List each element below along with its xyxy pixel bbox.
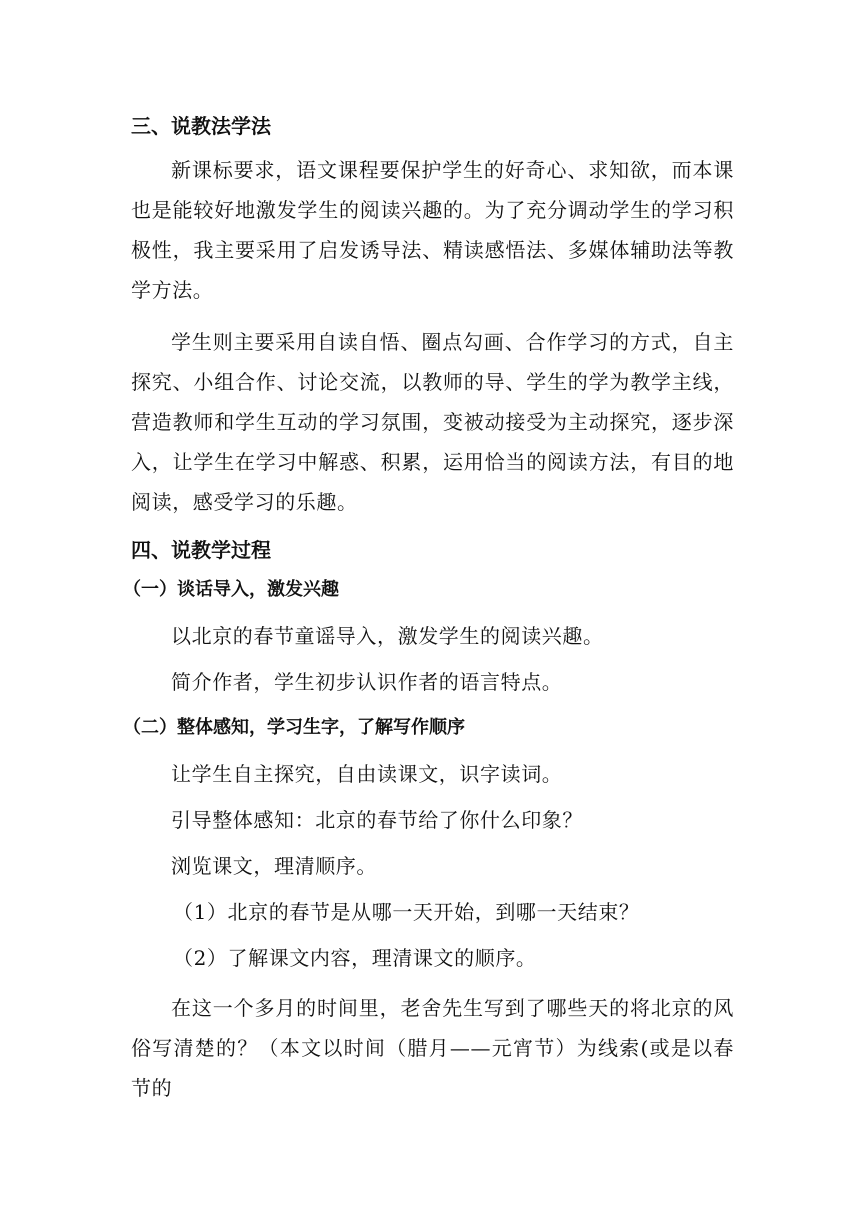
text-line: 引导整体感知：北京的春节给了你什么印象？ [171,808,583,832]
document-page [123,106,734,1108]
section-heading-teaching-process: 四、说教学过程 [131,538,271,562]
subsection-heading-introduction: （一）谈话导入，激发兴趣 [123,579,339,600]
paragraph-text-order: 在这一个多月的时间里，老舍先生写到了哪些天的将北京的风俗写清楚的？（本文以时间（腊月——元宵节）为线索(或是以春节的 [131,996,734,1100]
text-line: 浏览课文，理清顺序。 [171,854,377,878]
paragraph-learning-methods: 学生则主要采用自读自悟、圈点勾画、合作学习的方式，自主探究、小组合作、讨论交流，以教师的导、学生的学为教学主线，营造教师和学生互动的学习氛围，变被动接受为主动探究，逐步深入，让学生在学习中解惑、积累，运用恰当的阅读方法，有目的地阅读，感受学习的乐趣。 [131,330,734,514]
list-item: （2）了解课文内容，理清课文的顺序。 [173,946,537,970]
paragraph-teaching-methods: 新课标要求，语文课程要保护学生的好奇心、求知欲，而本课也是能较好地激发学生的阅读兴趣的。为了充分调动学生的学习积极性，我主要采用了启发诱导法、精读感悟法、多媒体辅助法等教学方法。 [131,158,734,302]
list-item: （1）北京的春节是从哪一天开始，到哪一天结束？ [173,900,640,924]
text-line: 简介作者，学生初步认识作者的语言特点。 [171,670,563,694]
subsection-heading-overall-perception: （二）整体感知，学习生字，了解写作顺序 [123,717,465,738]
text-line: 以北京的春节童谣导入，激发学生的阅读兴趣。 [171,624,604,648]
section-heading-teaching-methods: 三、说教法学法 [131,114,271,138]
text-line: 让学生自主探究，自由读课文，识字读词。 [171,762,563,786]
